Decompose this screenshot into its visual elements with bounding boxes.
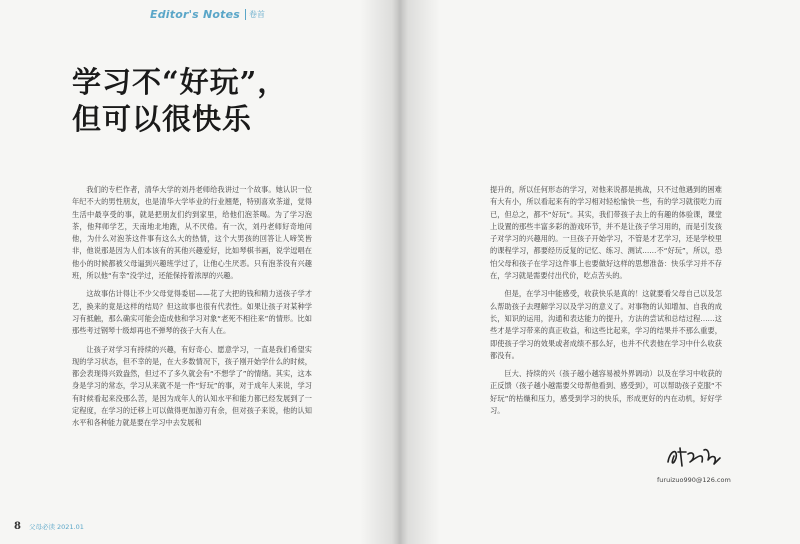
left-page [0,0,398,544]
paragraph: 巨大、持续的兴（孩子越小越容易被外界调动）以及在学习中收获的正反馈（孩子越小越需要父母帮他看到、感受到），可以帮助孩子克服“不好玩”的枯燥和压力，感受到学习的快乐，形成更好的内在动机，好好学习。 [490,369,722,416]
paragraph: 这故事估计得让不少父母觉得委屈——花了大把的钱和精力送孩子学才艺，换来的竟是这样的结局？但这故事也很有代表性。如果让孩子对某种学习有抵触，那么确实可能会造成他和学习对象“老死不相往来”的情形。比如那些考过钢琴十级却再也不弹琴的孩子大有人在。 [72,289,312,336]
magazine-issue: 父母必读 2021.01 [28,523,84,531]
page-gutter-shadow [360,0,440,544]
article-headline [72,64,287,138]
paragraph: 提升的，所以任何形态的学习，对他来说都是挑战，只不过他遇到的困难有大有小，所以看起来有的学习相对轻松愉快一些，有的学习就很吃力而已，但总之，都不“好玩”。其实，我们带孩子去上的有趣的体验课，课堂上设置的那些丰富多彩的游戏环节，并不是让孩子学习用的，而是引发孩子对学习的兴趣用的。一旦孩子开始学习，不管是才艺学习，还是学校里的课程学习，都要经历反复的记忆、练习、测试……不“好玩”，所以，恐怕父母和孩子在学习这件事上也要做好这样的思想准备：快乐学习并不存在，学习就是需要付出代价，吃点苦头的。 [490,185,722,281]
right-body-text [490,184,722,423]
headline-line-1: 学习不“好玩”， [72,65,288,99]
paragraph: 但是，在学习中能感受，收获快乐是真的！这就要看父母自己以及怎么帮助孩子去理解学习以及学习的意义了。对事物的认知增加、自我的成长，知识的运用，沟通和表达能力的提升，方法的尝试和总结过程……这些才是学习带来的真正收益，和这些比起来，学习的结果并不那么重要，即使孩子学习的效果或者成绩不那么好，也并不代表他在学习中什么收获都没有。 [490,289,722,360]
paragraph: 我们的专栏作者，清华大学的刘丹老师给我讲过一个故事。她认识一位年纪不大的男性朋友，也是清华大学毕业的行业翘楚，特别喜欢茶道，觉得生活中最享受的事，就是把朋友们约到家里，给他们泡茶喝。为了学习泡茶，他拜师学艺，天南地北地跑，从不厌倦。有一次，刘丹老师好奇地问他，为什么对泡茶这件事有这么大的热情，这个大男孩的回答让人啼笑皆非，他说那是因为人们本该有的其他兴趣爱好，比如琴棋书画，说学逗唱在他小的时候都被父母逼到兴趣班学过了，让他心生厌恶。只有泡茶没有兴趣班，所以他“有幸”没学过，还能保持着浓厚的兴趣。 [72,185,312,281]
handwritten-signature [664,444,722,470]
author-email: furuizuo990@126.com [657,476,731,484]
headline-line-2: 但可以很快乐 [72,102,253,136]
page-number: 8 [14,521,21,532]
left-body-text [72,184,312,436]
section-title: Editor's Notes [150,8,240,21]
section-header [150,8,265,21]
paragraph: 让孩子对学习有持续的兴趣，有好奇心、愿意学习，一直是我们希望实现的学习状态，但不幸的是，在大多数情况下，孩子刚开始学什么的时候，都会表现得兴致盎然，但过不了多久就会有“不想学了”的情绪。其实，这本身是学习的常态，学习从来就不是一件“好玩”的事，对于成年人来说，学习有时候看起来没那么苦，是因为成年人的认知水平和能力都已经发展到了一定程度，在学习的迁移上可以做得更加游刃有余，但对孩子来说，他的认知水平和各种能力就是要在学习中去发展和 [72,344,312,428]
section-tag: 卷首 [245,9,265,20]
page-footer [14,521,84,532]
